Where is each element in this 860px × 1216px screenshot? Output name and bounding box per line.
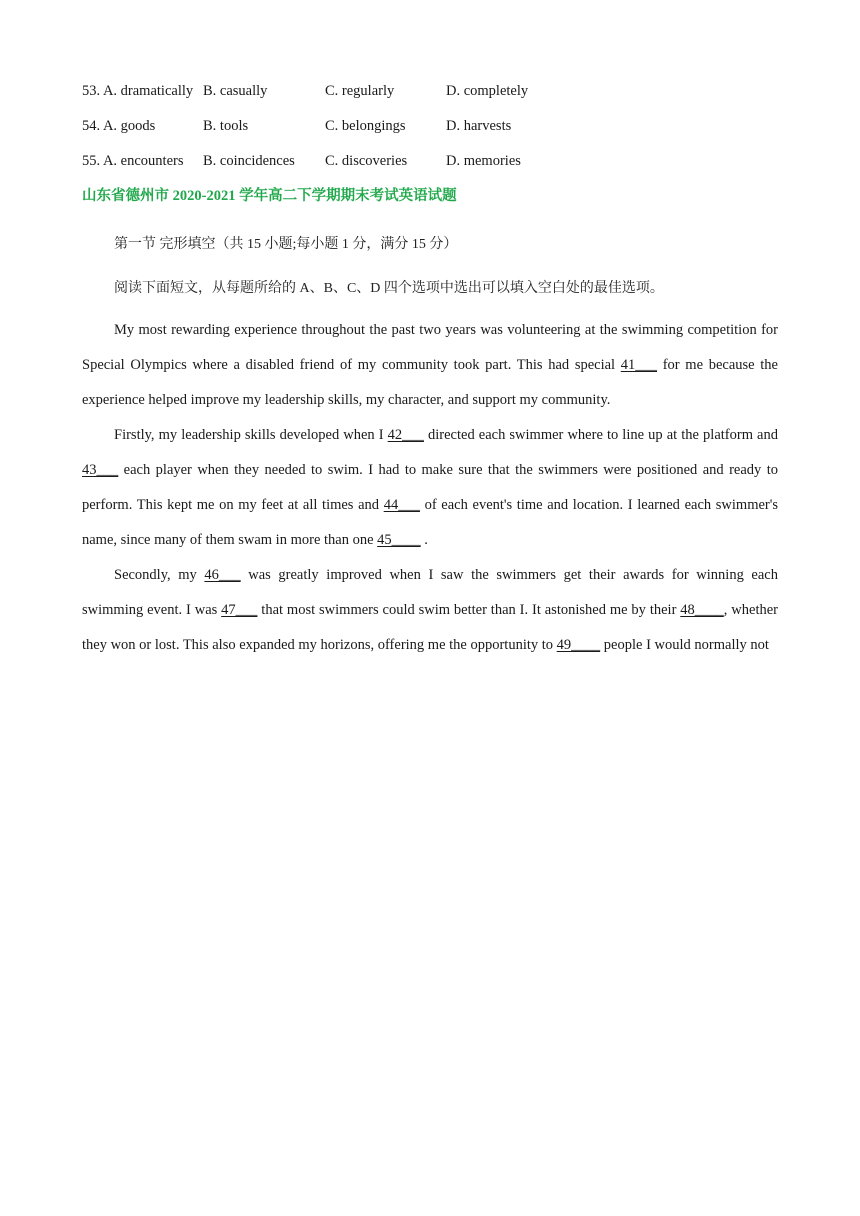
option-c: C. regularly bbox=[325, 83, 395, 99]
option-a: 54. A. goods bbox=[82, 118, 156, 134]
option-d: D. memories bbox=[446, 153, 521, 169]
blank-44: 44___ bbox=[383, 497, 420, 513]
blank-41: 41___ bbox=[620, 357, 658, 373]
option-d: D. completely bbox=[446, 83, 529, 99]
option-c: C. discoveries bbox=[325, 153, 408, 169]
blank-47: 47___ bbox=[221, 602, 258, 618]
option-b: B. casually bbox=[203, 83, 268, 99]
blank-42: 42___ bbox=[387, 427, 424, 443]
section-heading: 第一节 完形填空（共 15 小题;每小题 1 分，满分 15 分） bbox=[114, 237, 458, 252]
blank-45: 45____ bbox=[377, 532, 421, 548]
blank-49: 49____ bbox=[556, 637, 601, 653]
passage-paragraph-3: Secondly, my 46___ was greatly improved when I saw the swimmers get their awards for winning each swimming event. I was 47___ that most swimmers could swim better than I. It astonished me by their 48____, whether they won or lost. This also expanded my horizons, offering me the opportunity to 49____ people I would normally not bbox=[82, 567, 778, 653]
option-a: 53. A. dramatically bbox=[82, 83, 194, 99]
blank-43: 43___ bbox=[82, 462, 119, 478]
blank-46: 46___ bbox=[204, 567, 241, 583]
exam-title: 山东省德州市 2020-2021 学年高二下学期期末考试英语试题 bbox=[82, 188, 457, 204]
blank-48: 48____ bbox=[680, 602, 724, 618]
option-d: D. harvests bbox=[446, 118, 512, 134]
instruction-text: 阅读下面短文，从每题所给的 A、B、C、D 四个选项中选出可以填入空白处的最佳选项。 bbox=[114, 281, 664, 296]
option-b: B. coincidences bbox=[203, 153, 295, 169]
passage-paragraph-2: Firstly, my leadership skills developed when I 42___ directed each swimmer where to line up at the platform and 43___ each player when they needed to swim. I had to make sure that the swimmers were positioned and ready to perform. This kept me on my feet at all times and 44___ of each event's time and location. I learned each swimmer's name, since many of them swam in more than one 45____ . bbox=[82, 427, 778, 548]
option-c: C. belongings bbox=[325, 118, 406, 134]
option-b: B. tools bbox=[203, 118, 249, 134]
option-a: 55. A. encounters bbox=[82, 153, 184, 169]
passage-paragraph-1: My most rewarding experience throughout the past two years was volunteering at the swimming competition for Special Olympics where a disabled friend of my community took part. This had special 41___ for me because the experience helped improve my leadership skills, my character, and support my community. bbox=[82, 322, 778, 408]
